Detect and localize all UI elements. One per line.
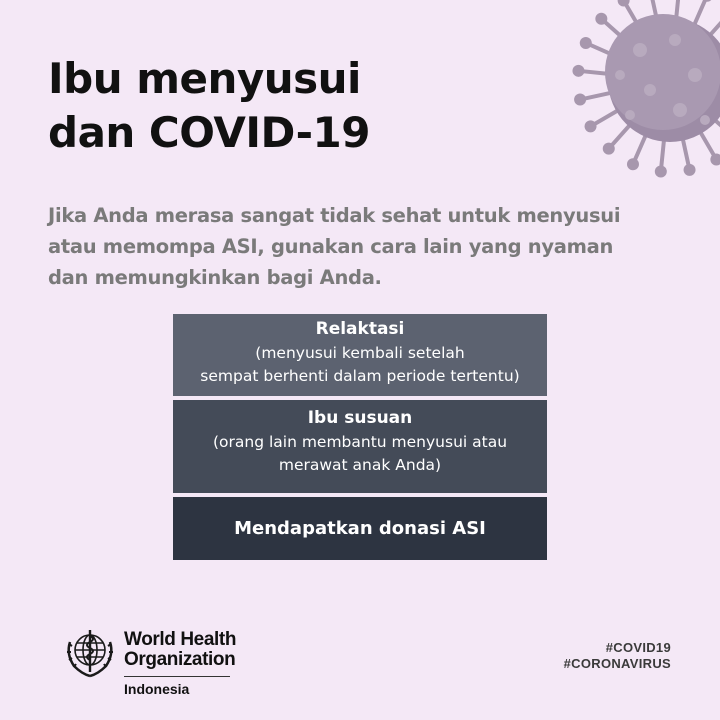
virus-spike-tip [580,37,592,49]
hashtag: #CORONAVIRUS [563,656,671,671]
virus-spike-tip [574,94,586,106]
option-title: Ibu susuan [307,408,413,428]
title-line: Ibu menyusui [48,54,361,103]
virus-spike-tip [603,143,615,155]
intro-line: Jika Anda merasa sangat tidak sehat untuk menyusui [48,204,621,227]
intro-text [48,200,668,293]
option-donasi-asi [173,497,547,560]
option-title: Mendapatkan donasi ASI [234,518,486,539]
virus-spike-tip [585,120,597,132]
organization-name-line: World Health [124,629,237,650]
option-title: Relaktasi [315,319,405,339]
organization-country: Indonesia [124,681,190,697]
page-title [48,52,370,160]
virus-spike-tip [655,166,667,178]
virus-spike-tip [684,164,696,176]
virus-spike [693,0,707,27]
divider [124,676,230,677]
option-relaktasi [173,314,547,396]
title-line: dan COVID-19 [48,108,370,157]
option-description: sempat berhenti dalam periode tertentu) [200,367,520,385]
hashtag: #COVID19 [605,640,671,655]
organization-name-line: Organization [124,649,236,670]
hashtags [564,640,671,672]
intro-line: atau memompa ASI, gunakan cara lain yang nyaman [48,235,614,258]
coronavirus-icon [545,0,720,210]
who-emblem-icon [62,624,118,680]
option-ibu-susuan [173,400,547,493]
option-description: (menyusui kembali setelah [255,344,465,362]
organization-name [124,630,236,670]
virus-spike-tip [572,65,584,77]
virus-spike-tip [595,13,607,25]
option-description: merawat anak Anda) [278,456,442,474]
virus-spike-tip [627,158,639,170]
intro-line: dan memungkinkan bagi Anda. [48,266,382,289]
option-description: (orang lain membantu menyusui atau [212,433,508,451]
